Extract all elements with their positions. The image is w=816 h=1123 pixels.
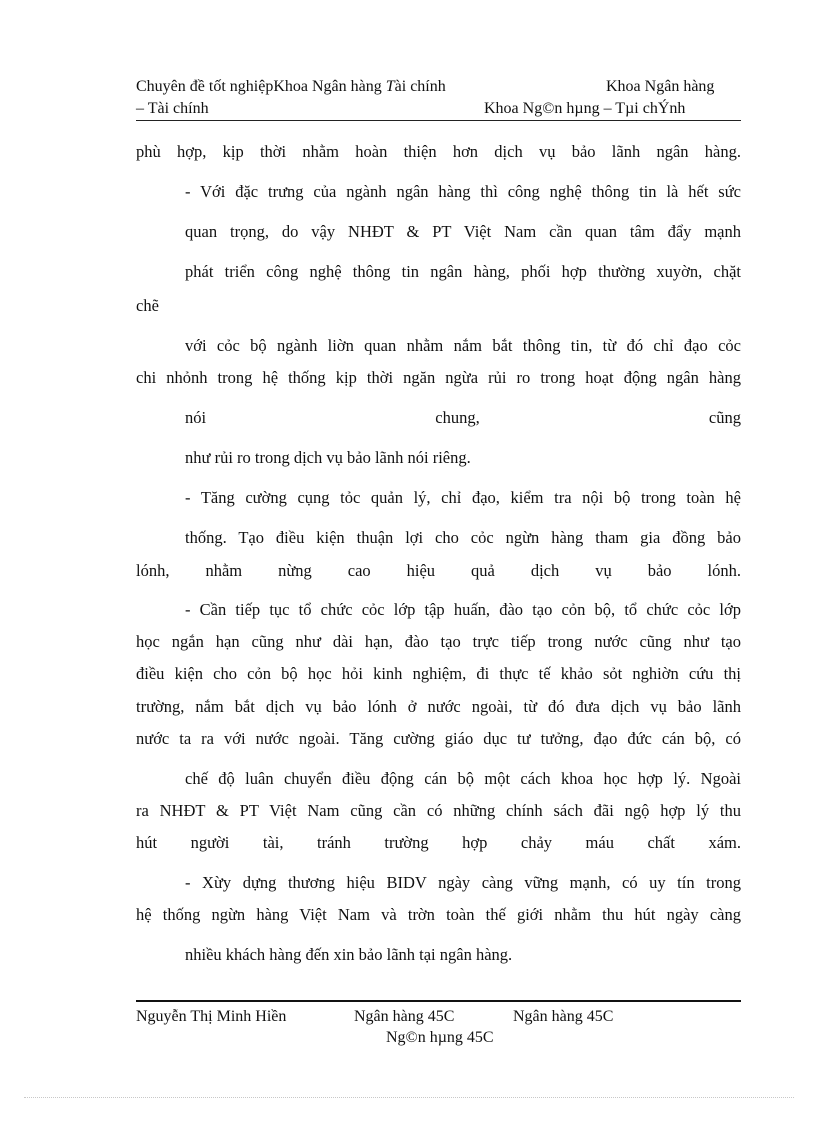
header-divider: [136, 120, 741, 121]
header-line2-left: [136, 99, 209, 119]
body-line: chế độ luân chuyển điều động cán bộ một cách khoa học hợp lý. Ngoài: [185, 769, 741, 788]
body-line: quan trọng, do vậy NHĐT & PT Việt Nam cần quan tâm đẩy mạnh: [185, 222, 741, 241]
body-line: điều kiện cho cỏn bộ học hỏi kinh nghiệm, đi thực tế khảo sỏt nghiờn cứu thị: [136, 664, 741, 683]
body-line: - Với đặc trưng của ngành ngân hàng thì công nghệ thông tin là hết sức: [185, 182, 741, 201]
header-line2-right: [484, 99, 685, 119]
header-title-mid: ài chính: [394, 78, 446, 95]
body-line: với cỏc bộ ngành liờn quan nhằm nắm bắt thông tin, từ đó chỉ đạo cỏc: [185, 336, 741, 355]
body-line: thống. Tạo điều kiện thuận lợi cho cỏc ngừn hàng tham gia đồng bảo: [185, 528, 741, 547]
body-line: - Xừy dựng thương hiệu BIDV ngày càng vững mạnh, có uy tín trong: [185, 873, 741, 892]
body-line: ra NHĐT & PT Việt Nam cũng cần có những chính sách đãi ngộ hợp lý thu: [136, 801, 741, 820]
body-line: hút người tài, tránh trường hợp chảy máu chất xám.: [136, 833, 741, 852]
header-faculty-cont: – Tài chính: [136, 100, 209, 117]
header-right-1: [606, 77, 714, 97]
page-bottom-dotted-border: [24, 1097, 794, 1098]
body-line: chẽ: [136, 296, 159, 315]
body-line: nói chung, cũng: [185, 408, 741, 427]
header-faculty: Khoa Ngân hàng: [606, 78, 715, 95]
body-line: hệ thống ngừn hàng Việt Nam và trờn toàn thế giới nhằm thu hút ngày càng: [136, 905, 741, 924]
body-line: - Tăng cường cụng tỏc quản lý, chỉ đạo, kiểm tra nội bộ trong toàn hệ: [185, 488, 741, 507]
header-title-left: Chuyên đề tốt nghiệpKhoa Ngân hàng: [136, 78, 386, 95]
footer-class: Ngân hàng 45C: [354, 1008, 455, 1025]
body-line: nhiều khách hàng đến xin bảo lãnh tại ngân hàng.: [185, 945, 513, 964]
header-glyph: T: [385, 78, 395, 95]
body-line: như rủi ro trong dịch vụ bảo lãnh nói riêng.: [185, 448, 471, 467]
footer-class-legacy: Ng©n hµng 45C: [386, 1029, 494, 1046]
footer-divider: [136, 1000, 741, 1002]
body-line: học ngắn hạn cũng như dài hạn, đào tạo trực tiếp trong nước cũng như tạo: [136, 632, 741, 651]
body-line: phát triển công nghệ thông tin ngân hàng, phối hợp thường xuyờn, chặt: [185, 262, 741, 281]
body-line: lónh, nhằm nừng cao hiệu quả dịch vụ bảo lónh.: [136, 561, 741, 580]
body-line: trường, nắm bắt dịch vụ bảo lónh ở nước ngoài, từ đó đưa dịch vụ bảo lãnh: [136, 697, 741, 716]
header-faculty-legacy: Khoa Ng©n hµng – Tµi chÝnh: [484, 100, 686, 117]
body-line: chi nhỏnh trong hệ thống kịp thời ngăn ngừa rủi ro trong hoạt động ngân hàng: [136, 368, 741, 387]
footer-class: Ngân hàng 45C: [513, 1008, 614, 1025]
body-line: nước ta ra với nước ngoài. Tăng cường giáo dục tư tưởng, đạo đức cán bộ, có: [136, 729, 741, 748]
footer-author: Nguyễn Thị Minh Hiền: [136, 1008, 287, 1025]
body-line: phù hợp, kịp thời nhằm hoàn thiện hơn dịch vụ bảo lãnh ngân hàng.: [136, 142, 741, 161]
body-line: - Cần tiếp tục tổ chức cỏc lớp tập huấn, đào tạo cỏn bộ, tổ chức cỏc lớp: [185, 600, 741, 619]
